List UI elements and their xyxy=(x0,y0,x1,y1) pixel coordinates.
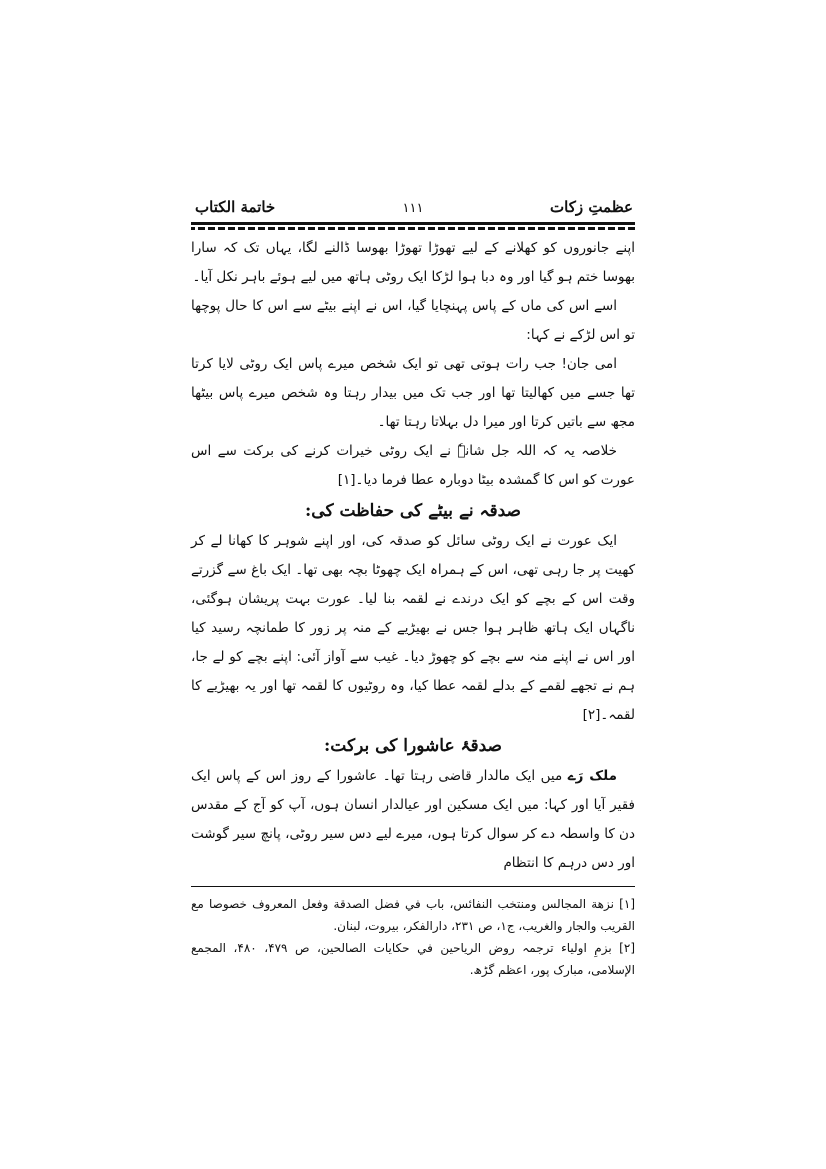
paragraph-2: اسے اس کی ماں کے پاس پہنچایا گیا، اس نے اپنے بیٹے سے اس کا حال پوچھا تو اس لڑکے نے کہا: xyxy=(191,298,635,343)
footnote-2: [۲] بزمِ اولیاء ترجمہ روض الرياحين في حكايات الصالحين، ص ۴۷۹، ۴۸۰، المجمع الإسلامی، مبارک پور، اعظم گڑھ. xyxy=(191,941,636,977)
book-title: عظمتِ زکات xyxy=(550,198,633,216)
chapter-title: خاتمة الكتاب xyxy=(195,198,276,216)
paragraph-6-text: میں ایک مالدار قاضی رہتا تھا۔ عاشورا کے روز اس کے پاس ایک فقیر آیا اور کہا: میں ایک مسکین اور عیالدار انسان ہوں، آپ کو آج کے مقدس دن کا واسطہ دے کر سوال کرتا ہوں، میرے لیے دس سیر روٹی، پانچ سیر گوشت اور دس درہم کا انتظام xyxy=(191,768,635,871)
paragraph-3: امی جان! جب رات ہوتی تھی تو ایک شخص میرے پاس ایک روٹی لایا کرتا تھا جسے میں کھالیتا تھا اور جب تک میں بیدار رہتا وہ شخص میرے پاس بیٹھا مجھ سے باتیں کرتا اور میرا دل بہلاتا رہتا تھا۔ xyxy=(191,356,635,430)
paragraph-1: اپنے جانوروں کو کھلانے کے لیے تھوڑا تھوڑا بھوسا ڈالنے لگا، یہاں تک کہ سارا بھوسا ختم ہو گیا اور وہ دبا ہوا لڑکا ایک روٹی ہاتھ میں لیے ہوئے باہر نکل آیا۔ xyxy=(191,240,635,285)
book-page xyxy=(191,198,635,981)
place-name: ملک رَے xyxy=(567,768,617,784)
running-header xyxy=(191,198,635,220)
paragraph-4: خلاصہ یہ کہ اللہ جل شانہٗ نے ایک روٹی خیرات کرنے کی برکت سے اس عورت کو اس کا گمشدہ بیٹا دوبارہ عطا فرما دیا۔[۱] xyxy=(191,443,635,488)
footnote-rule xyxy=(191,886,635,887)
footnotes xyxy=(191,893,635,981)
paragraph-5: ایک عورت نے ایک روٹی سائل کو صدقہ کی، اور اپنے شوہر کا کھانا لے کر کھیت پر جا رہی تھی، اس کے ہمراہ ایک چھوٹا بچہ بھی تھا۔ ایک باغ سے گزرتے وقت اس کے بچے کو ایک درندے نے لقمہ بنا لیا۔ عورت بہت پریشان ہوگئی، ناگہاں ایک ہاتھ ظاہر ہوا جس نے بھیڑیے کے منہ پر زور کا طمانچہ رسید کیا اور اس نے اپنے منہ سے بچے کو چھوڑ دیا۔ غیب سے آواز آئی: اپنے بچے کو لے جا، ہم نے تجھے لقمے کے بدلے لقمہ عطا کیا، وہ روٹیوں کا لقمہ تھا اور یہ بھیڑیے کا لقمہ۔[۲] xyxy=(191,533,635,723)
header-rule-dashed xyxy=(191,227,635,230)
footnote-1: [۱] نزهة المجالس ومنتخب النفائس، باب في فضل الصدقة وفعل المعروف خصوصا مع القريب والجار والغريب، ج۱، ص ۲۳۱، دارالفكر، بيروت، لبنان. xyxy=(191,897,635,933)
header-rule xyxy=(191,222,635,225)
section-heading-1: صدقہ نے بیٹے کی حفاظت کی: xyxy=(305,501,521,521)
section-heading-2: صدقۂ عاشورا کی برکت: xyxy=(324,736,502,756)
main-text xyxy=(191,234,635,878)
page-number: ۱۱۱ xyxy=(402,201,424,216)
paragraph-6 xyxy=(191,762,635,878)
